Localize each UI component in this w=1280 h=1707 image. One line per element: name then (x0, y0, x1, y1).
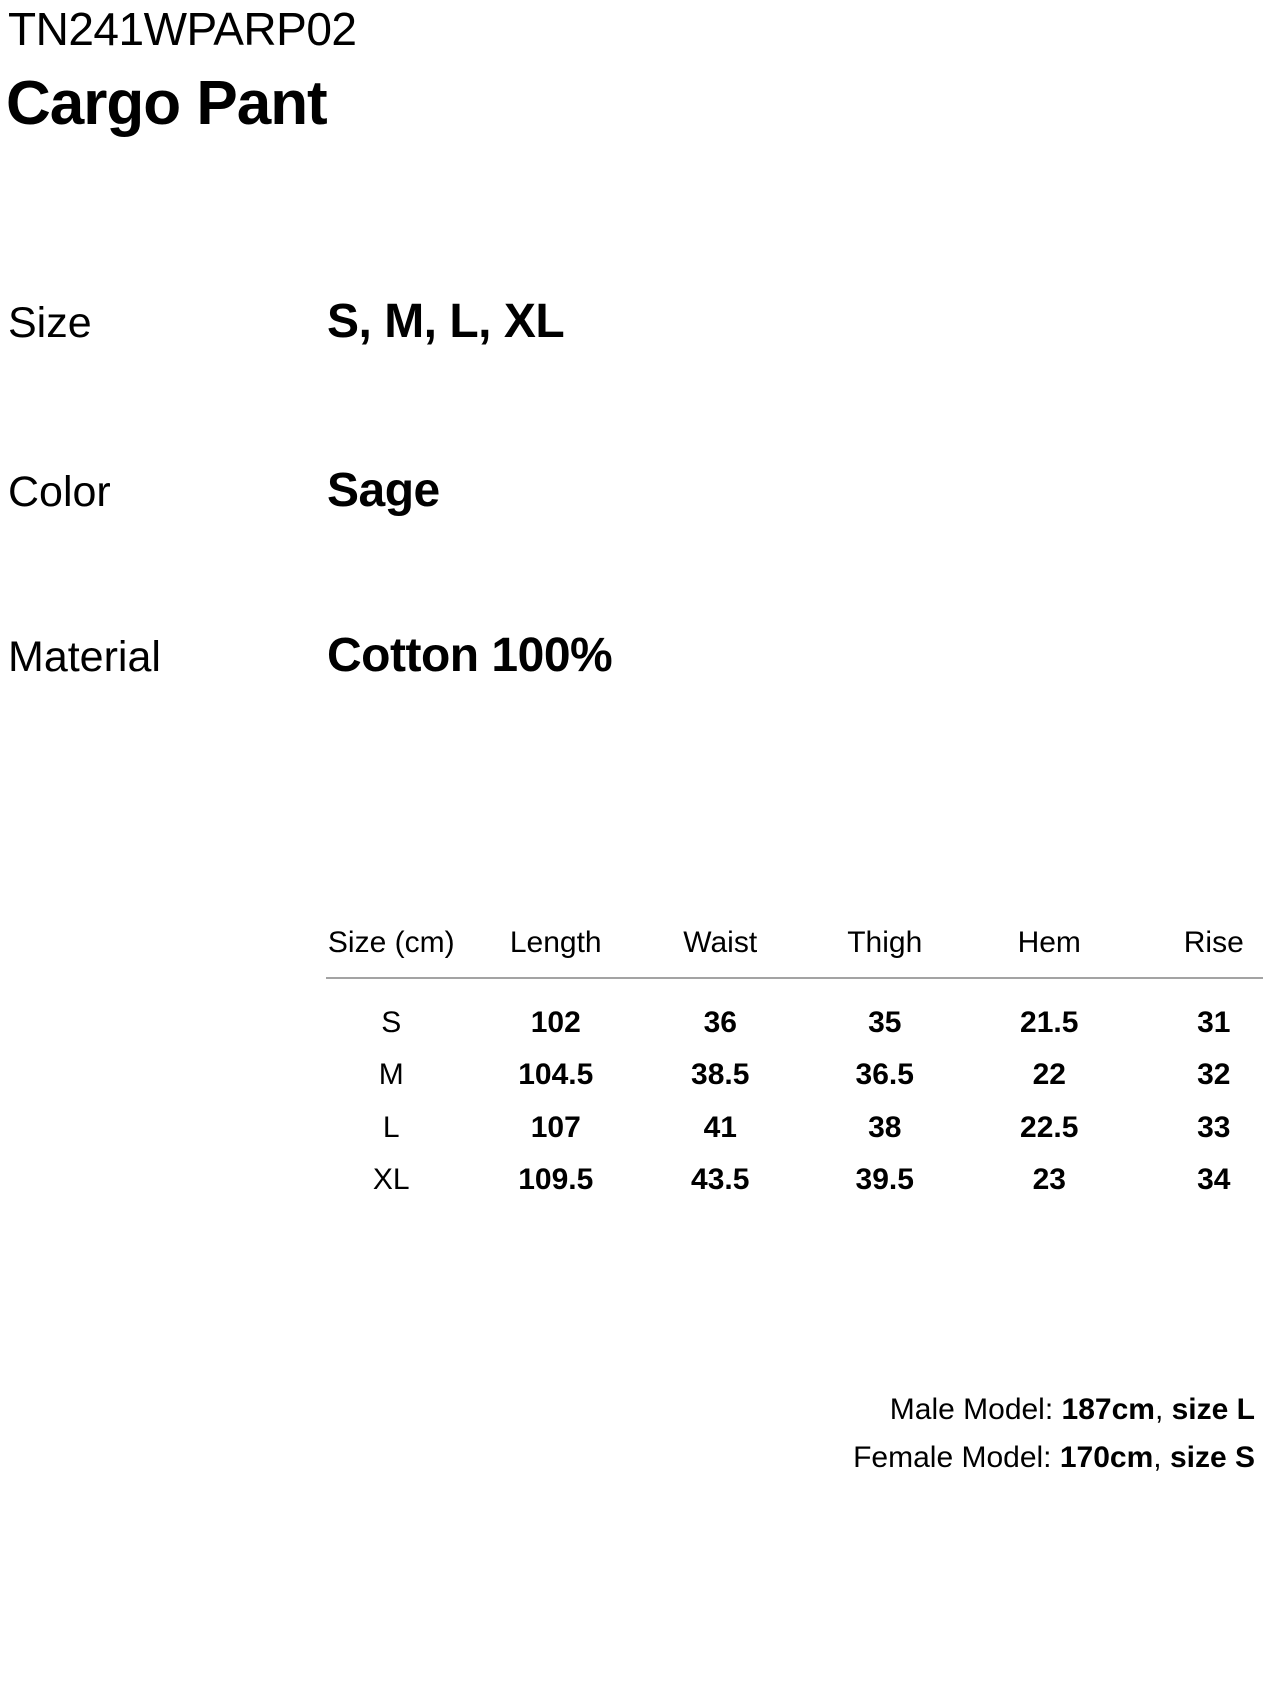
product-code: TN241WPARP02 (8, 3, 357, 55)
model-info (853, 1386, 1255, 1482)
cell-length: 102 (530, 1006, 581, 1039)
male-model-separator: , (1154, 1393, 1172, 1426)
cell-rise: 34 (1197, 1163, 1231, 1196)
spec-value-color: Sage (327, 464, 440, 517)
cell-waist: 41 (703, 1111, 737, 1144)
cell-rise: 33 (1197, 1111, 1231, 1144)
spec-label-material: Material (8, 633, 161, 681)
cell-waist: 36 (703, 1006, 737, 1039)
cell-rise: 31 (1197, 1006, 1231, 1039)
cell-waist: 43.5 (691, 1163, 750, 1196)
table-row (309, 1111, 1280, 1146)
male-model-label: Male Model: (889, 1393, 1062, 1426)
spec-value-material: Cotton 100% (327, 629, 613, 682)
column-header-hem: Hem (1017, 926, 1081, 959)
male-model-size: size L (1171, 1393, 1255, 1426)
product-name: Cargo Pant (6, 69, 327, 138)
table-row (309, 1163, 1280, 1198)
female-model-size: size S (1169, 1441, 1255, 1474)
column-header-waist: Waist (683, 926, 758, 959)
male-model-line (853, 1386, 1255, 1434)
cell-thigh: 39.5 (855, 1163, 914, 1196)
column-header-length: Length (509, 926, 602, 959)
cell-hem: 21.5 (1020, 1006, 1079, 1039)
cell-size-label: L (382, 1111, 400, 1144)
cell-hem: 23 (1032, 1163, 1066, 1196)
cell-length: 109.5 (518, 1163, 594, 1196)
cell-length: 104.5 (518, 1058, 594, 1091)
cell-size-label: S (381, 1006, 402, 1039)
spec-row-material (8, 628, 612, 683)
column-header-size: Size (cm) (327, 926, 455, 959)
female-model-height: 170cm (1059, 1441, 1154, 1474)
spec-row-color (8, 463, 440, 518)
cell-hem: 22 (1032, 1058, 1066, 1091)
female-model-line (853, 1434, 1255, 1482)
spec-label-size: Size (8, 299, 92, 347)
cell-hem: 22.5 (1020, 1111, 1079, 1144)
cell-rise: 32 (1197, 1058, 1231, 1091)
cell-thigh: 38 (868, 1111, 902, 1144)
spec-label-color: Color (8, 468, 111, 516)
cell-length: 107 (530, 1111, 581, 1144)
size-chart-table (309, 926, 1280, 1216)
cell-thigh: 35 (868, 1006, 902, 1039)
spec-row-size (8, 294, 564, 349)
female-model-label: Female Model: (853, 1441, 1060, 1474)
column-header-thigh: Thigh (847, 926, 923, 959)
cell-size-label: XL (372, 1163, 410, 1196)
table-row (309, 1058, 1280, 1093)
female-model-separator: , (1153, 1441, 1170, 1474)
table-row (309, 1006, 1280, 1041)
male-model-height: 187cm (1061, 1393, 1155, 1426)
size-chart-header-row (309, 926, 1280, 961)
column-header-rise: Rise (1183, 926, 1244, 959)
cell-size-label: M (378, 1058, 404, 1091)
cell-waist: 38.5 (691, 1058, 750, 1091)
spec-value-size: S, M, L, XL (327, 295, 565, 348)
cell-thigh: 36.5 (855, 1058, 914, 1091)
header-divider-line (326, 977, 1263, 979)
